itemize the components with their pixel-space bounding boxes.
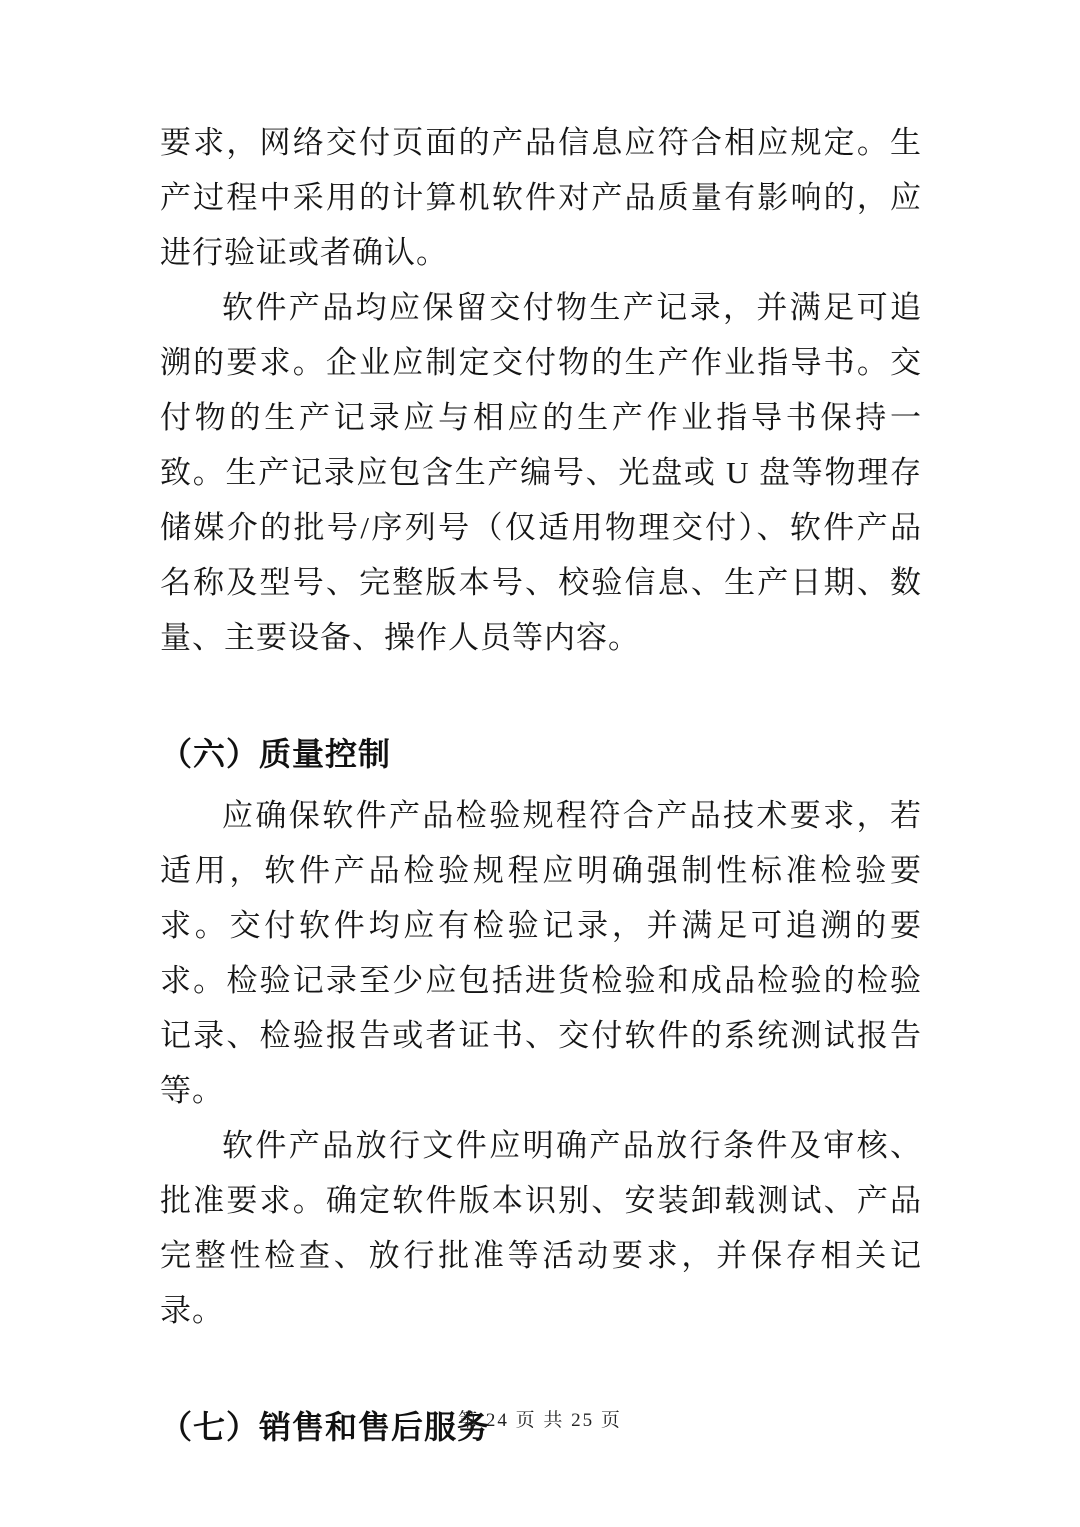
section-heading-quality-control: （六）质量控制 (160, 736, 392, 772)
document-body (160, 115, 922, 1461)
page-number-label: 第 24 页 共 25 页 (458, 1410, 622, 1431)
paragraph-delivery-requirements: 要求，网络交付页面的产品信息应符合相应规定。生产过程中采用的计算机软件对产品质量有影响的，应进行验证或者确认。 (160, 125, 922, 270)
paragraph-release-documents: 软件产品放行文件应明确产品放行条件及审核、批准要求。确定软件版本识别、安装卸载测试、产品完整性检查、放行批准等活动要求，并保存相关记录。 (160, 1128, 922, 1328)
paragraph-inspection-requirements: 应确保软件产品检验规程符合产品技术要求，若适用，软件产品检验规程应明确强制性标准检验要求。交付软件均应有检验记录，并满足可追溯的要求。检验记录至少应包括进货检验和成品检验的检验记录、检验报告或者证书、交付软件的系统测试报告等。 (160, 798, 922, 1108)
page-footer (0, 1405, 1080, 1432)
section-heading-sales-after-sales: （七）销售和售后服务 (160, 1409, 491, 1445)
paragraph-production-records: 软件产品均应保留交付物生产记录，并满足可追溯的要求。企业应制定交付物的生产作业指导书。交付物的生产记录应与相应的生产作业指导书保持一致。生产记录应包含生产编号、光盘或 U 盘等物理存储媒介的批号/序列号（仅适用物理交付）、软件产品名称及型号、完整版本号、校验信息、生产日期、数量、主要设备、操作人员等内容。 (160, 290, 922, 655)
